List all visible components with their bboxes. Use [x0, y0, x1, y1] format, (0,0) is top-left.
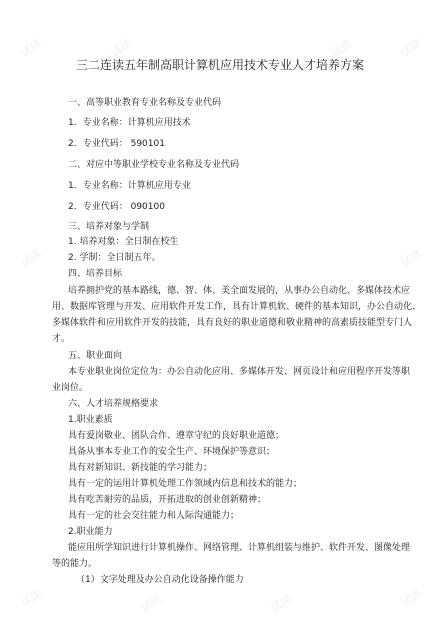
- text-line: 1. 培养对象：全日制在校生: [68, 237, 179, 247]
- document-title: 三二连读五年制高职计算机应用技术专业人才培养方案: [75, 58, 364, 72]
- watermark: 试读: [18, 586, 45, 611]
- list-item: 具有爱岗敬业、团队合作、遵章守纪的良好职业道德；: [68, 431, 285, 441]
- section-heading-4: 四、培养目标: [68, 269, 123, 279]
- section-heading-1: 一、高等职业教育专业名称及专业代码: [68, 98, 222, 108]
- list-item: 具备从事本专业工作的安全生产、环境保护等意识；: [68, 447, 276, 457]
- paragraph-line: 业岗位。: [52, 383, 89, 393]
- list-item: 具有吃苦耐劳的品质，开拓进取的创业创新精神；: [68, 495, 267, 505]
- watermark: 试读: [398, 246, 425, 271]
- paragraph-line: 培养拥护党的基本路线，德、智、体、美全面发展的，从事办公自动化、多媒体技术应: [68, 286, 411, 296]
- paragraph-line: 本专业职业岗位定位为：办公自动化应用、多媒体开发、网页设计和应用程序开发等职: [68, 367, 411, 377]
- paragraph-line: 能应用所学知识进行计算机操作、网络管理、计算机组装与维护、软件开发、图像处理: [68, 543, 411, 553]
- text-line: 1．专业名称：计算机应用技术: [68, 118, 191, 128]
- watermark: 试读: [398, 586, 425, 611]
- watermark: 试读: [328, 36, 355, 61]
- sub-heading: 2.职业能力: [68, 527, 113, 537]
- section-heading-3: 三、培养对象与学制: [68, 222, 150, 232]
- watermark: 试读: [268, 591, 295, 616]
- text-line: 2．专业代码： 590101: [68, 139, 165, 149]
- watermark: 试读: [138, 591, 165, 616]
- paragraph-line: 才。: [52, 334, 71, 344]
- watermark: 试读: [18, 246, 45, 271]
- sub-heading: 1.职业素质: [68, 415, 113, 425]
- text-line: 2. 学制：全日制五年。: [68, 253, 161, 263]
- text-line: 2．专业代码： 090100: [68, 202, 165, 212]
- text-line: 1．专业名称：计算机应用专业: [68, 181, 191, 191]
- list-item: 具有对新知识、新技能的学习能力；: [68, 463, 213, 473]
- list-item: 具有一定的运用计算机处理工作领域内信息和技术的能力；: [68, 479, 303, 489]
- sub-heading: （1）文字处理及办公自动化设备操作能力: [76, 575, 244, 585]
- watermark: 试读: [108, 36, 135, 61]
- section-heading-2: 二、对应中等职业学校专业名称及专业代码: [68, 160, 240, 170]
- watermark: 试读: [18, 36, 45, 61]
- section-heading-6: 六、人才培养规格要求: [68, 399, 159, 409]
- watermark: 试读: [398, 36, 425, 61]
- paragraph-line: 用、数据库管理与开发、应用软件开发工作，具有计算机软、硬件的基本知识，办公自动化、: [52, 302, 422, 312]
- section-heading-5: 五、职业面向: [68, 351, 123, 361]
- paragraph-line: 等的能力。: [52, 559, 98, 569]
- list-item: 具有一定的社会交往能力和人际沟通能力；: [68, 511, 240, 521]
- paragraph-line: 多媒体软件和应用软件开发的技能，具有良好的职业道德和敬业精神的高素质技能型专门人: [52, 318, 413, 328]
